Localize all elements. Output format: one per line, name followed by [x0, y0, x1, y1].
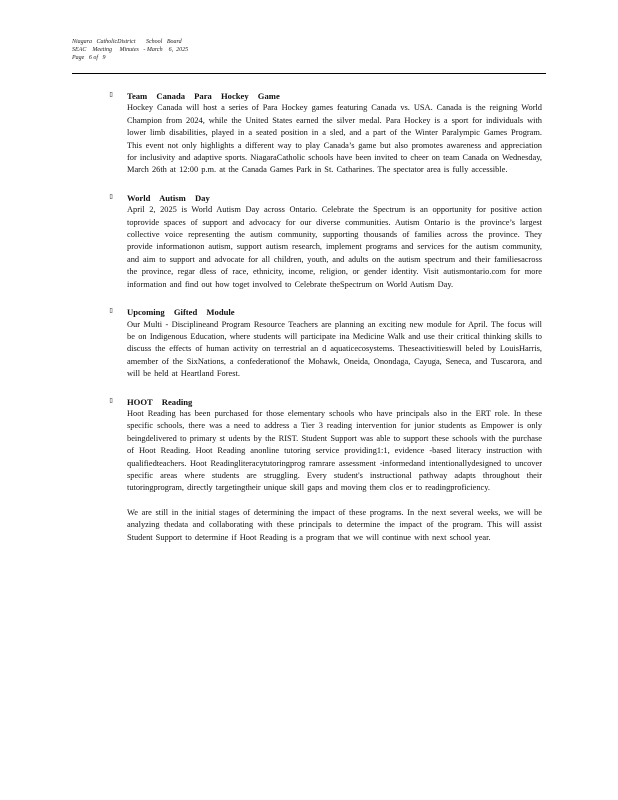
section-upcoming-gifted-module [108, 306, 542, 380]
section-paragraph: Our Multi - Disciplineand Program Resource Teachers are planning an exciting new module for April. The focus will be on Indigenous Education, where students will participate ina Medicine Walk and use their critical thinking skills to discuss the effects of human activity on terrestrial an d aquaticecosystems. Theseactivitieswill beled by LouisHarris, amember of the SixNations, a confederationof the Mohawk, Oneida, Onondaga, Cayuga, Seneca, and Tuscarora, and will be held at Heartland Forest. [127, 319, 542, 379]
header-divider [72, 73, 546, 74]
document-body [108, 90, 542, 559]
bullet-icon [108, 397, 114, 405]
section-team-canada-para-hockey [108, 90, 542, 177]
page-header [72, 38, 188, 63]
section-title: HOOT Reading [127, 396, 193, 407]
section-title: Upcoming Gifted Module [127, 307, 235, 318]
header-page-line: Page 6 of 9 [72, 55, 106, 62]
section-world-autism-day [108, 192, 542, 291]
section-paragraph: Hoot Reading has been purchased for those elementary schools who have principals also in the ERT role. In these specific schools, there was a need to address a Tier 3 reading intervention for junior students as Empower is only beingdelivered to primary st udents by the RIST. Student Support was able to support these schools with the purchase of Hoot Reading. Hoot Reading anonline tutoring service providing1:1, evidence -based literacy instruction with qualifiedteachers. Hoot Readingliteracytutoringprog ramrare assessment -informedand intentionallydesigned to uncover specific areas where students are struggling. Every student's instructional pathway adapts throughout their tutoringprogram, directly targetingtheir unique skill gaps and moving them clos er to readingproficiency. [127, 408, 542, 493]
section-hoot-reading [108, 396, 542, 544]
bullet-icon [108, 91, 114, 99]
section-title: Team Canada Para Hockey Game [127, 91, 280, 101]
header-district-line: Niagara CatholicDistrict School Board [72, 39, 182, 45]
section-paragraph: We are still in the initial stages of determining the impact of these programs. In the next several weeks, we will be analyzing thedata and collaborating with these principals to determine the impact of the program. This will assist Student Support to determine if Hoot Reading is a program that we will continue with next school year. [127, 507, 542, 542]
section-paragraph: April 2, 2025 is World Autism Day across Ontario. Celebrate the Spectrum is an opportunity for positive action toprovide spaces of support and advocacy for our diverse communities. Autism Ontario is the province’s largest collective voice representing the autism community, supporting thousands of families across the province. They provide informationon autism, support autism research, implement programs and services for the autism community, and aim to support and advocate for all children, youth, and adults on the autism spectrum and their familiesacross the province, regar dless of race, ethnicity, income, religion, or gender identity. Visit autismontario.com for more information and find out how toget involved to Celebrate theSpectrum on World Autism Day. [127, 205, 542, 289]
section-title: World Autism Day [127, 192, 210, 203]
bullet-icon [108, 193, 114, 201]
header-meeting-line: SEAC Meeting Minutes - March 6, 2025 [72, 47, 189, 54]
bullet-icon [108, 307, 114, 315]
section-paragraph: Hockey Canada will host a series of Para Hockey games featuring Canada vs. USA. Canada is the reigning World Champion from 2024, while the United States earned the silver medal. Para Hockey is a sport for individuals with lower limb disabilities, played in a seated position in a sled, and a part of the Winter Paralympic Games Program. This event not only highlights a different way to play Canada’s game but also promotes awareness and appreciation for inclusivity and adaptive sports. NiagaraCatholic schools have been invited to cheer on team Canada on Wednesday, March 26th at 12:00 p.m. at the Canada Games Park in St. Catharines. The spectator area is fully accessible. [127, 103, 542, 175]
